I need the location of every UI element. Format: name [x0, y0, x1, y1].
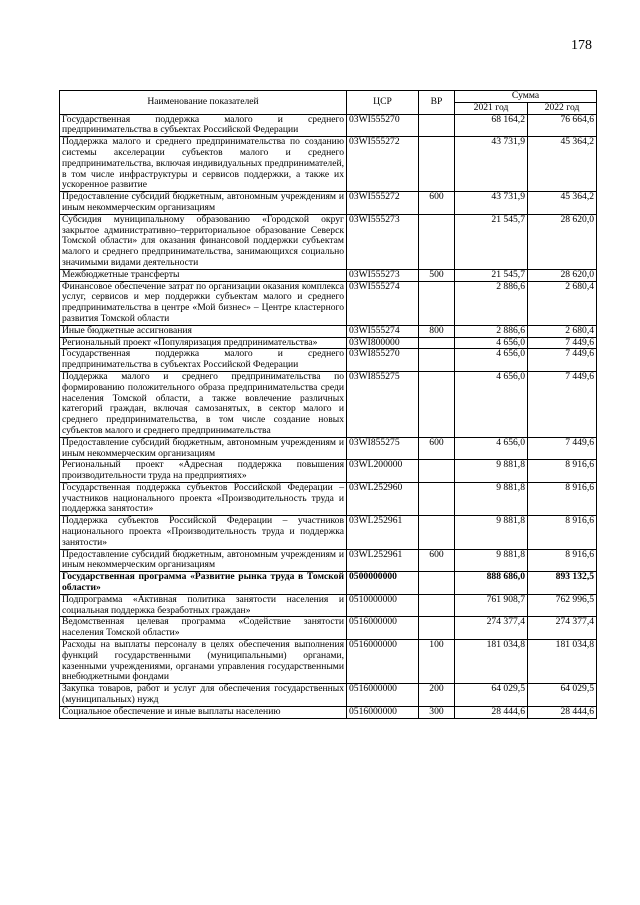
row-sum-2021: 761 908,7: [455, 594, 528, 617]
row-sum-2021: 9 881,8: [455, 460, 528, 483]
header-sum: Сумма: [455, 91, 597, 103]
table-row: [60, 549, 597, 572]
row-sum-2022: 7 449,6: [528, 371, 597, 437]
row-sum-2022: 893 132,5: [528, 572, 597, 595]
row-vr: 200: [419, 684, 455, 707]
table-row: [60, 706, 597, 718]
row-sum-2021: 43 731,9: [455, 137, 528, 192]
row-name: Финансовое обеспечение затрат по организации оказания комплекса услуг, сервисов и мер поддержки субъектам малого и среднего предпринимательства в центре «Мой бизнес» – Центре кластерного развития Томской области: [60, 281, 347, 325]
row-vr: 300: [419, 706, 455, 718]
table-header: [60, 91, 597, 115]
table-row: [60, 192, 597, 215]
table-row: [60, 594, 597, 617]
row-name: Региональный проект «Популяризация предпринимательства»: [60, 337, 347, 349]
table-row: [60, 114, 597, 137]
row-name: Поддержка субъектов Российской Федерации – участников национального проекта «Производительность труда и поддержка занятости»: [60, 516, 347, 549]
row-sum-2022: 7 449,6: [528, 337, 597, 349]
header-vr: ВР: [419, 91, 455, 115]
row-name: Расходы на выплаты персоналу в целях обеспечения выполнения функций государственными (муниципальными) органами, казенными учреждениями, органами управления государственными внебюджетными фондами: [60, 640, 347, 684]
row-sum-2021: 68 164,2: [455, 114, 528, 137]
row-name: Региональный проект «Адресная поддержка повышения производительности труда на предприятиях»: [60, 460, 347, 483]
row-sum-2021: 2 886,6: [455, 281, 528, 325]
row-name: Предоставление субсидий бюджетным, автономным учреждениям и иным некоммерческим организациям: [60, 192, 347, 215]
row-vr: 800: [419, 325, 455, 337]
row-csr: 03WI800000: [347, 337, 419, 349]
row-name: Предоставление субсидий бюджетным, автономным учреждениям и иным некоммерческим организациям: [60, 549, 347, 572]
row-sum-2021: 4 656,0: [455, 437, 528, 460]
table-row: [60, 516, 597, 549]
table-body: [60, 114, 597, 718]
row-csr: 03WI555274: [347, 281, 419, 325]
row-csr: 03WL252961: [347, 516, 419, 549]
row-name: Иные бюджетные ассигнования: [60, 325, 347, 337]
row-csr: 03WI555270: [347, 114, 419, 137]
row-name: Государственная поддержка малого и среднего предпринимательства в субъектах Российской Федерации: [60, 349, 347, 372]
row-csr: 0500000000: [347, 572, 419, 595]
row-sum-2021: 888 686,0: [455, 572, 528, 595]
row-csr: 03WI855270: [347, 349, 419, 372]
table-row: [60, 437, 597, 460]
row-name: Подпрограмма «Активная политика занятости населения и социальная поддержка безработных граждан»: [60, 594, 347, 617]
row-vr: [419, 516, 455, 549]
row-vr: [419, 349, 455, 372]
row-vr: 100: [419, 640, 455, 684]
table-row: [60, 337, 597, 349]
row-vr: [419, 594, 455, 617]
table-row: [60, 214, 597, 269]
row-sum-2021: 21 545,7: [455, 214, 528, 269]
row-vr: [419, 281, 455, 325]
row-sum-2021: 4 656,0: [455, 349, 528, 372]
row-name: Межбюджетные трансферты: [60, 269, 347, 281]
row-sum-2022: 45 364,2: [528, 192, 597, 215]
page-number: 178: [571, 38, 592, 53]
row-name: Государственная поддержка субъектов Российской Федерации – участников национального проекта «Производительность труда и поддержка занятости»: [60, 482, 347, 515]
table-row: [60, 617, 597, 640]
table-row: [60, 137, 597, 192]
row-sum-2022: 274 377,4: [528, 617, 597, 640]
row-name: Социальное обеспечение и иные выплаты населению: [60, 706, 347, 718]
table-row: [60, 482, 597, 515]
row-vr: 600: [419, 192, 455, 215]
row-csr: 03WI855275: [347, 371, 419, 437]
row-name: Субсидия муниципальному образованию «Городской округ закрытое административно–территориальное образование Северск Томской области» для оказания финансовой поддержки субъектам малого и среднего предпринимательства, занимающихся социально значимыми видами деятельности: [60, 214, 347, 269]
header-year-2021: 2021 год: [455, 102, 528, 114]
row-sum-2022: 76 664,6: [528, 114, 597, 137]
row-name: Ведомственная целевая программа «Содействие занятости населения Томской области»: [60, 617, 347, 640]
row-vr: [419, 214, 455, 269]
row-csr: 03WL252961: [347, 549, 419, 572]
row-csr: 03WI555273: [347, 214, 419, 269]
row-sum-2021: 2 886,6: [455, 325, 528, 337]
row-sum-2021: 274 377,4: [455, 617, 528, 640]
table-row: [60, 371, 597, 437]
row-csr: 03WI555272: [347, 192, 419, 215]
row-vr: [419, 371, 455, 437]
row-name: Поддержка малого и среднего предпринимательства по созданию системы акселерации субъектов малого и среднего предпринимательства, включая индивидуальных предпринимателей, в том числе инфраструктуры и сервисов поддержки, а также их ускоренное развитие: [60, 137, 347, 192]
row-csr: 03WI555274: [347, 325, 419, 337]
row-sum-2021: 4 656,0: [455, 337, 528, 349]
row-vr: [419, 337, 455, 349]
row-sum-2022: 7 449,6: [528, 437, 597, 460]
row-sum-2021: 28 444,6: [455, 706, 528, 718]
row-name: Поддержка малого и среднего предпринимательства по формированию положительного образа предпринимательства среди населения Томской области, а также вовлечение различных категорий граждан, включая самозанятых, в сектор малого и среднего предпринимательства, в том числе создание новых субъектов малого и среднего предпринимательства: [60, 371, 347, 437]
table-row: [60, 572, 597, 595]
row-sum-2021: 4 656,0: [455, 371, 528, 437]
row-csr: 03WI555272: [347, 137, 419, 192]
row-csr: 03WL200000: [347, 460, 419, 483]
table-row: [60, 325, 597, 337]
row-sum-2022: 8 916,6: [528, 516, 597, 549]
table-row: [60, 684, 597, 707]
row-sum-2022: 8 916,6: [528, 482, 597, 515]
row-sum-2022: 45 364,2: [528, 137, 597, 192]
row-sum-2021: 9 881,8: [455, 549, 528, 572]
table-row: [60, 349, 597, 372]
row-vr: 500: [419, 269, 455, 281]
row-sum-2022: 28 620,0: [528, 214, 597, 269]
row-vr: [419, 572, 455, 595]
header-name: Наименование показателей: [60, 91, 347, 115]
row-sum-2022: 762 996,5: [528, 594, 597, 617]
row-sum-2022: 28 444,6: [528, 706, 597, 718]
row-csr: 03WI855275: [347, 437, 419, 460]
row-sum-2022: 28 620,0: [528, 269, 597, 281]
row-csr: 0516000000: [347, 617, 419, 640]
row-csr: 0516000000: [347, 640, 419, 684]
row-name: Государственная поддержка малого и среднего предпринимательства в субъектах Российской Федерации: [60, 114, 347, 137]
row-vr: [419, 460, 455, 483]
row-vr: 600: [419, 437, 455, 460]
table-row: [60, 269, 597, 281]
row-csr: 0510000000: [347, 594, 419, 617]
row-sum-2022: 2 680,4: [528, 325, 597, 337]
row-vr: [419, 617, 455, 640]
row-csr: 03WL252960: [347, 482, 419, 515]
row-sum-2022: 7 449,6: [528, 349, 597, 372]
row-vr: [419, 137, 455, 192]
row-sum-2022: 8 916,6: [528, 549, 597, 572]
table-row: [60, 281, 597, 325]
row-sum-2022: 8 916,6: [528, 460, 597, 483]
row-vr: [419, 482, 455, 515]
budget-table: [59, 90, 597, 719]
table-row: [60, 460, 597, 483]
row-sum-2021: 181 034,8: [455, 640, 528, 684]
row-sum-2021: 9 881,8: [455, 482, 528, 515]
row-name: Закупка товаров, работ и услуг для обеспечения государственных (муниципальных) нужд: [60, 684, 347, 707]
row-name: Предоставление субсидий бюджетным, автономным учреждениям и иным некоммерческим организациям: [60, 437, 347, 460]
row-csr: 03WI555273: [347, 269, 419, 281]
row-vr: [419, 114, 455, 137]
header-year-2022: 2022 год: [528, 102, 597, 114]
row-csr: 0516000000: [347, 706, 419, 718]
row-sum-2021: 64 029,5: [455, 684, 528, 707]
row-csr: 0516000000: [347, 684, 419, 707]
row-sum-2022: 181 034,8: [528, 640, 597, 684]
header-csr: ЦСР: [347, 91, 419, 115]
row-sum-2021: 21 545,7: [455, 269, 528, 281]
row-sum-2021: 43 731,9: [455, 192, 528, 215]
table-row: [60, 640, 597, 684]
row-sum-2022: 2 680,4: [528, 281, 597, 325]
row-sum-2021: 9 881,8: [455, 516, 528, 549]
row-sum-2022: 64 029,5: [528, 684, 597, 707]
row-name: Государственная программа «Развитие рынка труда в Томской области»: [60, 572, 347, 595]
row-vr: 600: [419, 549, 455, 572]
